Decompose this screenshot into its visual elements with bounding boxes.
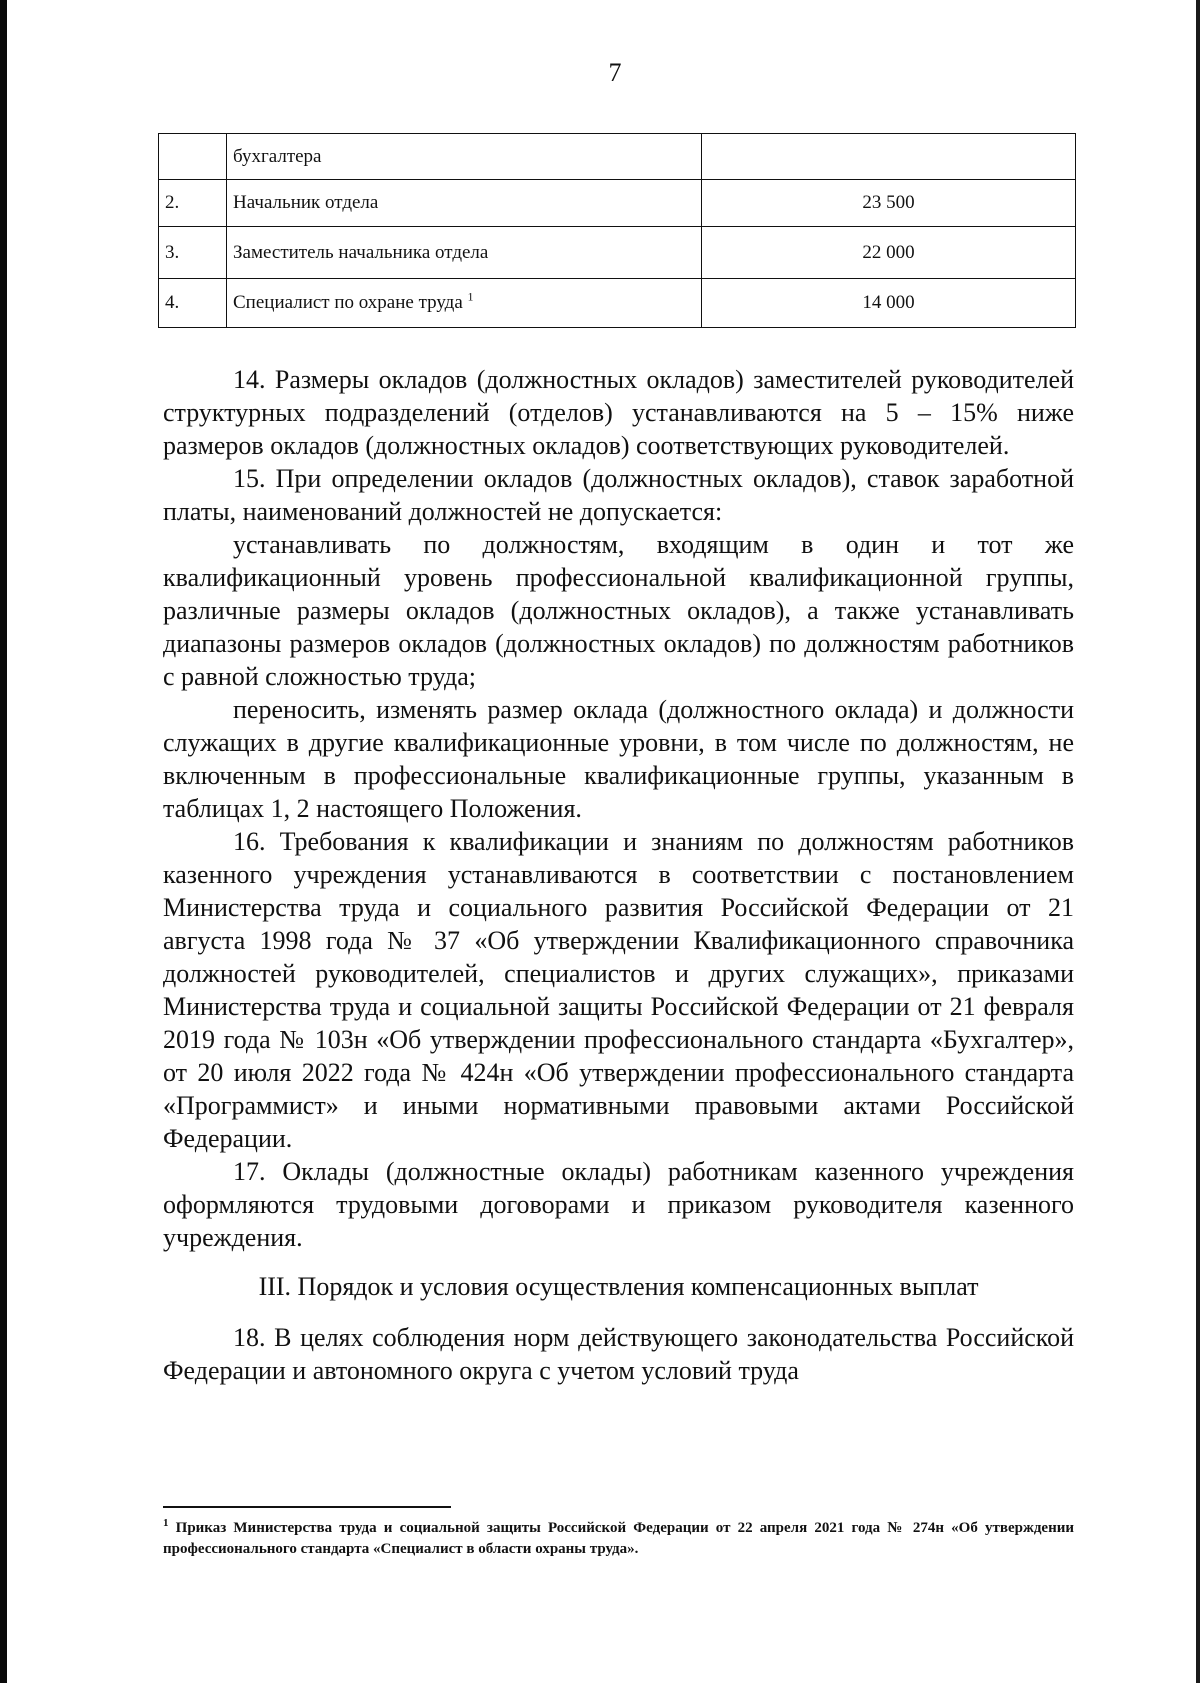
footnote-marker: 1 <box>163 1517 169 1529</box>
row-number: 3. <box>159 227 227 279</box>
table-row <box>159 227 1076 279</box>
salary-value: 23 500 <box>702 180 1076 227</box>
paragraph-15: 15. При определении окладов (должностных окладов), ставок заработной платы, наименований должностей не допускается: <box>163 464 1074 526</box>
footnote-divider <box>163 1506 451 1508</box>
table-row <box>159 180 1076 227</box>
salary-value: 22 000 <box>702 227 1076 279</box>
footnote-text: Приказ Министерства труда и социальной защиты Российской Федерации от 22 апреля 2021 года № 274н «Об утверждении профессионального стандарта «Специалист в области охраны труда». <box>163 1520 1075 1557</box>
scan-edge-right <box>1196 0 1200 1683</box>
salary-value: 14 000 <box>702 279 1076 328</box>
salary-table <box>158 133 1076 328</box>
page-number: 7 <box>608 58 622 87</box>
row-number: 2. <box>159 180 227 227</box>
footnote-reference[interactable]: 1 <box>467 289 474 304</box>
footnote <box>163 1513 1074 1560</box>
paragraph-15-item-2: переносить, изменять размер оклада (должностного оклада) и должности служащих в другие квалификационные уровни, в том числе по должностям, не включенным в профессиональные квалификационные группы, указанным в таблицах 1, 2 настоящего Положения. <box>163 695 1074 823</box>
paragraph-16: 16. Требования к квалификации и знаниям по должностям работников казенного учреждения устанавливаются в соответствии с постановлением Министерства труда и социального развития Российской Федерации от 21 августа 1998 года № 37 «Об утверждении Квалификационного справочника должностей руководителей, специалистов и других служащих», приказами Министерства труда и социальной защиты Российской Федерации от 21 февраля 2019 года № 103н «Об утверждении профессионального стандарта «Бухгалтер», от 20 июля 2022 года № 424н «Об утверждении профессионального стандарта «Программист» и иными нормативными правовыми актами Российской Федерации. <box>163 827 1074 1153</box>
row-number <box>159 134 227 180</box>
position-name: бухгалтера <box>227 134 702 180</box>
document-body <box>163 363 1074 1387</box>
paragraph-17: 17. Оклады (должностные оклады) работникам казенного учреждения оформляются трудовыми договорами и приказом руководителя казенного учреждения. <box>163 1157 1074 1252</box>
scan-edge-left <box>0 0 7 1683</box>
position-name <box>227 279 702 328</box>
table-row <box>159 134 1076 180</box>
section-heading: III. Порядок и условия осуществления компенсационных выплат <box>258 1272 979 1301</box>
row-number: 4. <box>159 279 227 328</box>
paragraph-18: 18. В целях соблюдения норм действующего законодательства Российской Федерации и автономного округа с учетом условий труда <box>163 1323 1074 1385</box>
salary-value <box>702 134 1076 180</box>
position-name-text: Специалист по охране труда <box>233 292 463 313</box>
position-name: Заместитель начальника отдела <box>227 227 702 279</box>
table-row <box>159 279 1076 328</box>
paragraph-15-item-1: устанавливать по должностям, входящим в один и тот же квалификационный уровень профессиональной квалификационной группы, различные размеры окладов (должностных окладов), а также устанавливать диапазоны размеров окладов (должностных окладов) по должностям работников с равной сложностью труда; <box>163 530 1074 691</box>
paragraph-14: 14. Размеры окладов (должностных окладов) заместителей руководителей структурных подразделений (отделов) устанавливаются на 5 – 15% ниже размеров окладов (должностных окладов) соответствующих руководителей. <box>163 365 1074 460</box>
position-name: Начальник отдела <box>227 180 702 227</box>
